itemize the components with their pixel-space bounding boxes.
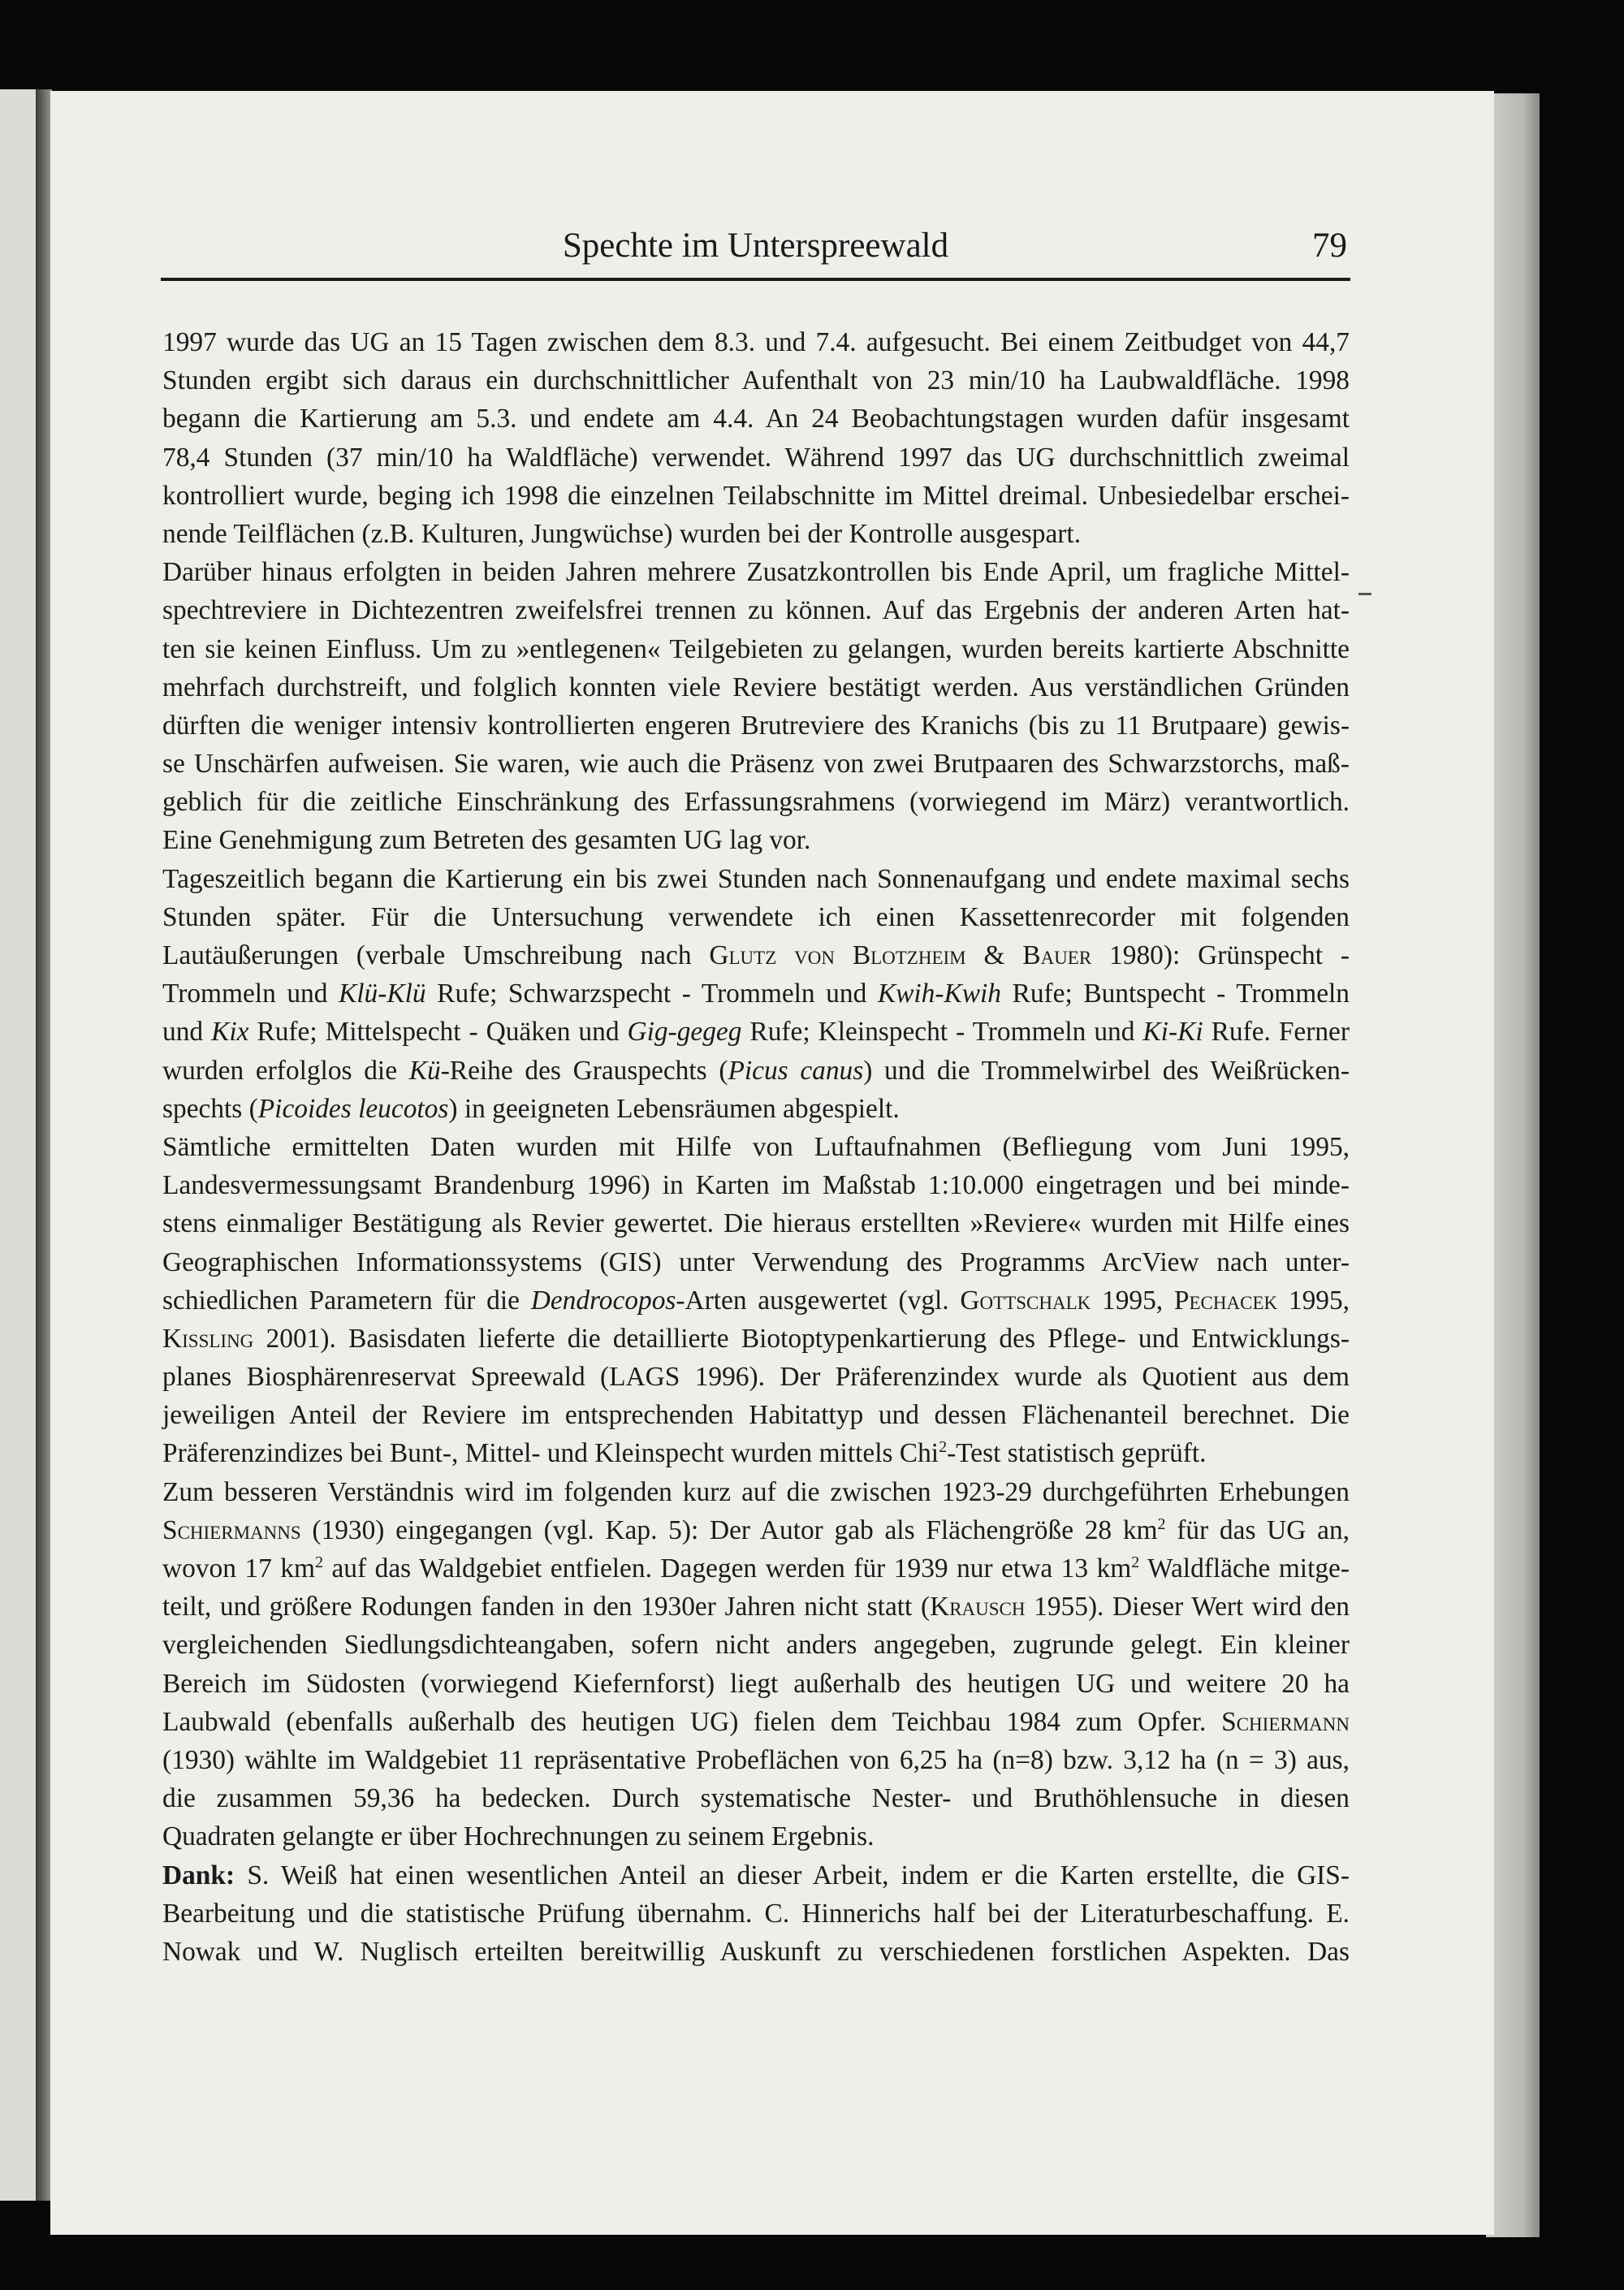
text-line: vergleichenden Siedlungsdichteangaben, sofern nicht anders angegeben, zugrunde gelegt. Ein kleiner: [162, 1630, 1350, 1661]
running-title: Spechte im Unterspreewald: [562, 227, 949, 265]
call-name: Ki-Ki: [1142, 1017, 1203, 1048]
text-line: Tageszeitlich begann die Kartierung ein bis zwei Stunden nach Sonnenaufgang und endete maximal sechs: [162, 863, 1350, 894]
text-line: und Kix Rufe; Mittelspecht - Quäken und Gig-gegeg Rufe; Kleinspecht - Trommeln und Ki-Ki Rufe. Ferner: [162, 1017, 1350, 1048]
running-header: [161, 221, 1350, 281]
genus-name: Dendrocopos: [530, 1285, 676, 1316]
text-line: Quadraten gelangte er über Hochrechnungen zu seinem Ergebnis.: [162, 1821, 875, 1852]
paragraph-4: [162, 1128, 1350, 1473]
text-line: schiedlichen Parametern für die Dendrocopos-Arten ausgewertet (vgl. Gottschalk 1995, Pechacek 1995,: [162, 1285, 1350, 1316]
text-line: Bereich im Südosten (vorwiegend Kiefernforst) liegt außerhalb des heutigen UG und weitere 20 ha: [162, 1668, 1350, 1699]
author-citation: Pechacek: [1173, 1285, 1278, 1316]
text-line: se Unschärfen aufweisen. Sie waren, wie auch die Präsenz von zwei Brutpaaren des Schwarzstorchs, maß-: [162, 749, 1350, 780]
acknowledgements-label: Dank:: [162, 1860, 235, 1890]
call-name: Kwih-Kwih: [877, 979, 1001, 1009]
text-line: nende Teilflächen (z.B. Kulturen, Jungwüchse) wurden bei der Kontrolle ausgespart.: [162, 518, 1082, 549]
text-line: Laubwald (ebenfalls außerhalb des heutigen UG) fielen dem Teichbau 1984 zum Opfer. Schiermann: [162, 1706, 1350, 1737]
call-name: Klü-Klü: [339, 979, 426, 1009]
text-line: spechtreviere in Dichtezentren zweifelsfrei trennen zu können. Auf das Ergebnis der anderen Arten hat-: [162, 595, 1350, 626]
text-line: Kissling 2001). Basisdaten lieferte die detaillierte Biotoptypenkartierung des Pflege- und Entwicklungs-: [162, 1323, 1350, 1354]
text-line: kontrolliert wurde, beging ich 1998 die einzelnen Teilabschnitte im Mittel dreimal. Unbesiedelbar erschei-: [162, 480, 1350, 511]
text-line: Stunden später. Für die Untersuchung verwendete ich einen Kassettenrecorder mit folgenden: [162, 901, 1350, 932]
text-line: wovon 17 $km^2$ auf das Waldgebiet entfielen. Dagegen werden für 1939 nur etwa 13 $km^2$ Waldfläche mitge-: [162, 1553, 1350, 1584]
author-citation: Schiermanns: [162, 1514, 301, 1545]
paragraph-acknowledgements: [162, 1856, 1350, 1972]
text-line: Bearbeitung und die statistische Prüfung übernahm. C. Hinnerichs half bei der Literaturbeschaffung. E.: [162, 1898, 1350, 1929]
text-line: teilt, und größere Rodungen fanden in den 1930er Jahren nicht statt (Krausch 1955). Dieser Wert wird den: [162, 1592, 1350, 1622]
text-line: Stunden ergibt sich daraus ein durchschnittlicher Aufenthalt von 23 min/10 ha Laubwaldfläche. 1998: [162, 365, 1350, 396]
facing-page-edge: [0, 89, 36, 2201]
text-line: dürften die weniger intensiv kontrollierten engeren Brutreviere des Kranichs (bis zu 11 Brutpaare) gewis-: [162, 710, 1350, 741]
species-name: Picoides leucotos: [257, 1093, 449, 1124]
author-citation: Gottschalk: [960, 1285, 1091, 1316]
margin-mark: [1358, 593, 1371, 595]
text-line: Schiermanns (1930) eingegangen (vgl. Kap. 5): Der Autor gab als Flächengröße 28 $km^2$ für das UG an,: [162, 1514, 1350, 1545]
author-citation: Krausch: [930, 1592, 1026, 1622]
page-number: 79: [1312, 227, 1347, 265]
text-line: Landesvermessungsamt Brandenburg 1996) in Karten im Maßstab 1:10.000 eingetragen und bei minde-: [162, 1170, 1350, 1201]
text-line: Sämtliche ermittelten Daten wurden mit Hilfe von Luftaufnahmen (Befliegung vom Juni 1995,: [162, 1131, 1350, 1162]
text-line: geblich für die zeitliche Einschränkung des Erfassungsrahmens (vorwiegend im März) verantwortlich.: [162, 787, 1350, 818]
text-line: 78,4 Stunden (37 min/10 ha Waldfläche) verwendet. Während 1997 das UG durchschnittlich zweimal: [162, 442, 1350, 473]
text-line: Darüber hinaus erfolgten in beiden Jahren mehrere Zusatzkontrollen bis Ende April, um fragliche Mittel-: [162, 557, 1350, 588]
text-line: Eine Genehmigung zum Betreten des gesamten UG lag vor.: [162, 825, 811, 856]
text-line: (1930) wählte im Waldgebiet 11 repräsentative Probeflächen von 6,25 ha (n=8) bzw. 3,12 ha (n = 3) aus,: [162, 1744, 1350, 1775]
call-name: Kix: [211, 1017, 249, 1048]
text-line: Lautäußerungen (verbale Umschreibung nach Glutz von Blotzheim & Bauer 1980): Grünspecht -: [162, 940, 1350, 970]
text-line: wurden erfolglos die Kü-Reihe des Grauspechts (Picus canus) und die Trommelwirbel des Weißrücken-: [162, 1055, 1350, 1086]
paragraph-2: [162, 553, 1350, 860]
text-line: Geographischen Informationssystems (GIS) unter Verwendung des Programms ArcView nach unter-: [162, 1247, 1350, 1277]
text-line: Nowak und W. Nuglisch erteilten bereitwillig Auskunft zu verschiedenen forstlichen Aspekten. Das: [162, 1936, 1350, 1967]
book-gutter: [36, 89, 52, 2201]
text-line: mehrfach durchstreift, und folglich konnten viele Reviere bestätigt werden. Aus verständlichen Gründen: [162, 672, 1350, 702]
text-line: spechts (Picoides leucotos) in geeigneten Lebensräumen abgespielt.: [162, 1093, 900, 1124]
paragraph-3: [162, 860, 1350, 1128]
text-line: Dank: S. Weiß hat einen wesentlichen Anteil an dieser Arbeit, indem er die Karten erstellte, die GIS-: [162, 1860, 1350, 1890]
text-line: planes Biosphärenreservat Spreewald (LAGS 1996). Der Präferenzindex wurde als Quotient aus dem: [162, 1362, 1350, 1393]
paragraph-5: [162, 1473, 1350, 1856]
paragraph-1: [162, 323, 1350, 553]
species-name: Picus canus: [728, 1055, 864, 1086]
text-line: ten sie keinen Einfluss. Um zu »entlegenen« Teilgebieten zu gelangen, wurden bereits kartierte Abschnitte: [162, 633, 1350, 664]
author-citation: Kissling: [162, 1323, 254, 1354]
text-line: begann die Kartierung am 5.3. und endete am 4.4. An 24 Beobachtungstagen wurden dafür insgesamt: [162, 404, 1350, 434]
call-name: Gig-gegeg: [627, 1017, 742, 1048]
text-line: jeweiligen Anteil der Reviere im entsprechenden Habitattyp und dessen Flächenanteil berechnet. Die: [162, 1400, 1350, 1431]
author-citation: Schiermann: [1221, 1706, 1350, 1737]
text-line: 1997 wurde das UG an 15 Tagen zwischen dem 8.3. und 7.4. aufgesucht. Bei einem Zeitbudget von 44,7: [162, 327, 1350, 357]
body-text: [162, 323, 1350, 1971]
call-name: Kü: [408, 1055, 441, 1086]
text-line: stens einmaliger Bestätigung als Revier gewertet. Die hieraus erstellten »Reviere« wurden mit Hilfe eines: [162, 1208, 1350, 1239]
text-line: die zusammen 59,36 ha bedecken. Durch systematische Nester- und Bruthöhlensuche in diesen: [162, 1783, 1350, 1814]
text-line: Präferenzindizes bei Bunt-, Mittel- und Kleinspecht wurden mittels Chi$^2$-Test statistisch geprüft.: [162, 1438, 1207, 1469]
author-citation: Glutz von Blotzheim & Bauer: [709, 940, 1092, 970]
text-line: Zum besseren Verständnis wird im folgenden kurz auf die zwischen 1923-29 durchgeführten Erhebungen: [162, 1476, 1350, 1507]
text-line: Trommeln und Klü-Klü Rufe; Schwarzspecht - Trommeln und Kwih-Kwih Rufe; Buntspecht - Trommeln: [162, 979, 1350, 1009]
